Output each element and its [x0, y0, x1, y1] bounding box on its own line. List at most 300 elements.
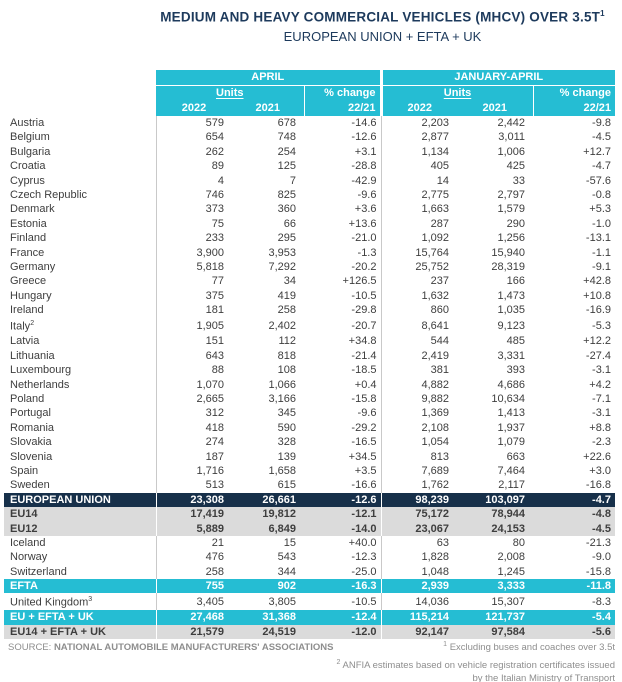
header-group-january-april: JANUARY-APRIL	[381, 70, 615, 86]
value-cell: 513	[156, 478, 232, 492]
value-cell: -4.7	[592, 493, 611, 506]
value-cell: 15,764	[381, 246, 457, 260]
row-label: Romania	[10, 421, 55, 434]
value-cell: 344	[277, 565, 296, 578]
value-cell: 75	[156, 217, 232, 231]
value-cell: -12.4	[351, 611, 377, 624]
value-cell: 485	[506, 335, 525, 348]
table-row	[4, 363, 615, 377]
value-cell: 1,905	[156, 317, 232, 334]
value-cell: 295	[277, 232, 296, 245]
value-cell: +4.2	[589, 378, 611, 391]
value-cell: -5.6	[592, 625, 611, 638]
value-cell: -20.2	[351, 260, 377, 273]
header-group-row	[4, 70, 615, 86]
value-cell: 121,737	[485, 611, 525, 624]
value-cell: 755	[156, 579, 232, 593]
value-cell: 14	[381, 174, 457, 188]
value-cell: 1,070	[156, 378, 232, 392]
row-label: Iceland	[10, 536, 46, 549]
title-footnote-marker: 1	[600, 9, 605, 18]
value-cell: 1,035	[497, 304, 525, 317]
value-cell: 254	[277, 145, 296, 158]
value-cell: 543	[277, 551, 296, 564]
value-cell: -15.8	[585, 565, 611, 578]
value-cell: -5.4	[592, 611, 611, 624]
header-empty-cell	[4, 101, 156, 116]
value-cell: 1,473	[497, 289, 525, 302]
value-cell: 3,166	[268, 393, 296, 406]
value-cell: 2,108	[381, 421, 457, 435]
value-cell: 4,686	[497, 378, 525, 391]
value-cell: -12.1	[351, 508, 377, 521]
value-cell: 24,519	[262, 625, 296, 638]
table-row	[4, 188, 615, 202]
table-row	[4, 625, 615, 639]
page-title	[150, 9, 615, 26]
value-cell: -2.3	[592, 436, 611, 449]
value-cell: 2,775	[381, 188, 457, 202]
value-cell: -21.4	[351, 349, 377, 362]
value-cell: 2,419	[381, 349, 457, 363]
value-cell: 418	[156, 421, 232, 435]
row-label: Portugal	[10, 407, 51, 420]
table-row	[4, 464, 615, 478]
row-label: Italy$^2$	[10, 320, 35, 334]
table-row	[4, 116, 615, 130]
row-label: Germany	[10, 260, 56, 273]
value-cell: 7	[289, 174, 296, 187]
value-cell: -9.1	[592, 260, 611, 273]
row-label: Ireland	[10, 304, 44, 317]
value-cell: -14.0	[351, 522, 377, 535]
value-cell: -21.0	[351, 232, 377, 245]
value-cell: -12.3	[351, 551, 377, 564]
table-row	[4, 145, 615, 159]
value-cell: 328	[277, 436, 296, 449]
value-cell: 139	[277, 450, 296, 463]
value-cell: 2,203	[381, 116, 457, 130]
value-cell: 15,940	[491, 246, 525, 259]
table-row	[4, 478, 615, 492]
value-cell: -12.6	[351, 493, 377, 506]
table-row	[4, 231, 615, 245]
table-row	[4, 378, 615, 392]
value-cell: 2,402	[268, 319, 296, 332]
table-row	[4, 349, 615, 363]
value-cell: -16.5	[351, 436, 377, 449]
table-row	[4, 450, 615, 464]
value-cell: +34.8	[348, 335, 377, 348]
value-cell: 678	[277, 117, 296, 130]
value-cell: 75,172	[381, 507, 457, 521]
value-cell: -9.6	[357, 189, 377, 201]
value-cell: 748	[277, 131, 296, 144]
value-cell: -4.5	[592, 522, 611, 535]
value-cell: 375	[156, 289, 232, 303]
table-row	[4, 303, 615, 317]
row-label: Slovenia	[10, 450, 53, 463]
table-row	[4, 435, 615, 449]
value-cell: -5.3	[592, 319, 611, 332]
value-cell: -4.7	[592, 160, 611, 173]
value-cell: -42.9	[351, 174, 377, 187]
value-cell: 187	[156, 450, 232, 464]
table-row	[4, 493, 615, 507]
header-sub-row	[4, 86, 615, 102]
value-cell: +12.2	[583, 335, 611, 348]
value-cell: 476	[156, 550, 232, 564]
value-cell: 405	[381, 159, 457, 173]
value-cell: -18.5	[351, 364, 377, 377]
table-body	[4, 116, 615, 639]
header-year-row	[4, 101, 615, 116]
header-group-april: APRIL	[156, 70, 381, 86]
value-cell: 97,584	[491, 625, 525, 638]
row-label: Spain	[10, 464, 39, 477]
header-pct-change-april: % change	[304, 86, 381, 102]
source-prefix: SOURCE:	[8, 642, 54, 653]
footnote-2-text: ANFIA estimates based on vehicle registration certificates issued by the Italian Ministry of Transport	[342, 660, 615, 682]
header-units-jan-april: Units	[381, 86, 533, 102]
value-cell: +12.7	[583, 145, 611, 158]
value-cell: -7.1	[592, 393, 611, 406]
row-label: United Kingdom$^3$	[10, 596, 93, 610]
row-label: Switzerland	[10, 565, 67, 578]
value-cell: +13.6	[348, 217, 377, 230]
row-label: Netherlands	[10, 378, 70, 391]
table-row	[4, 421, 615, 435]
value-cell: +5.3	[589, 203, 611, 216]
table-header	[4, 70, 615, 116]
table-row	[4, 579, 615, 593]
row-label: EU14	[10, 508, 38, 521]
value-cell: 31,368	[262, 611, 296, 624]
row-label: Cyprus	[10, 174, 45, 187]
value-cell: 813	[381, 450, 457, 464]
row-label: Latvia	[10, 335, 40, 348]
value-cell: 1,006	[497, 145, 525, 158]
value-cell: 3,805	[268, 595, 296, 608]
value-cell: 393	[506, 364, 525, 377]
footnote-1	[333, 640, 615, 655]
value-cell: +0.4	[354, 378, 377, 391]
value-cell: 7,464	[497, 464, 525, 477]
table-row	[4, 317, 615, 334]
value-cell: 23,067	[381, 522, 457, 536]
value-cell: 1,054	[381, 435, 457, 449]
value-cell: 1,579	[497, 203, 525, 216]
value-cell: 1,937	[497, 421, 525, 434]
value-cell: 579	[156, 116, 232, 130]
value-cell: 825	[277, 189, 296, 201]
table-row	[4, 130, 615, 144]
value-cell: -12.0	[351, 625, 377, 638]
row-label: Lithuania	[10, 349, 55, 362]
value-cell: 23,308	[156, 493, 232, 507]
value-cell: -15.8	[351, 393, 377, 406]
value-cell: 115,214	[381, 610, 457, 624]
table-row	[4, 202, 615, 216]
value-cell: 14,036	[381, 593, 457, 610]
value-cell: 92,147	[381, 625, 457, 639]
value-cell: 360	[277, 203, 296, 216]
value-cell: 112	[278, 335, 296, 348]
table-row	[4, 565, 615, 579]
value-cell: +3.1	[354, 145, 377, 158]
table-row	[4, 507, 615, 521]
value-cell: 8,641	[381, 317, 457, 334]
table-row	[4, 217, 615, 231]
value-cell: -1.1	[592, 246, 611, 259]
row-label: Finland	[10, 232, 47, 245]
row-label: EUROPEAN UNION	[10, 493, 111, 506]
value-cell: -10.5	[351, 595, 377, 608]
value-cell: -4.5	[592, 131, 611, 144]
header-empty-cell	[4, 86, 156, 102]
header-empty-cell	[4, 70, 156, 86]
mhcv-data-table	[4, 70, 615, 639]
value-cell: 2,442	[497, 117, 525, 130]
value-cell: 274	[156, 435, 232, 449]
table-row	[4, 522, 615, 536]
value-cell: 615	[277, 479, 296, 492]
value-cell: +42.8	[583, 275, 611, 288]
value-cell: +34.5	[348, 450, 377, 463]
value-cell: 27,468	[156, 610, 232, 624]
value-cell: -3.1	[592, 407, 611, 420]
header-period-jan-april: 22/21	[533, 101, 615, 116]
value-cell: 1,632	[381, 289, 457, 303]
value-cell: 63	[381, 536, 457, 550]
value-cell: 108	[277, 364, 296, 377]
source-line	[8, 640, 333, 682]
table-row	[4, 260, 615, 274]
row-label: EU14 + EFTA + UK	[10, 625, 106, 638]
value-cell: -9.6	[357, 407, 377, 420]
value-cell: 151	[156, 334, 232, 348]
value-cell: -8.3	[592, 595, 611, 608]
value-cell: 746	[156, 188, 232, 202]
value-cell: 7,689	[381, 464, 457, 478]
page-subtitle: EUROPEAN UNION + EFTA + UK	[283, 28, 482, 44]
value-cell: -20.7	[351, 319, 377, 332]
table-row	[4, 334, 615, 348]
footnote-1-text: Excluding buses and coaches over 3.5t	[449, 642, 615, 654]
table-row	[4, 274, 615, 288]
row-label: Poland	[10, 393, 45, 406]
row-label: Hungary	[10, 289, 52, 302]
value-cell: 5,889	[156, 522, 232, 536]
row-label: Bulgaria	[10, 145, 51, 158]
header-year-2022-jan-april: 2022	[381, 101, 457, 116]
value-cell: 663	[506, 450, 525, 463]
value-cell: -1.0	[592, 217, 611, 230]
row-label: EFTA	[10, 580, 38, 593]
value-cell: 89	[156, 159, 232, 173]
value-cell: -9.8	[592, 117, 611, 130]
value-cell: 590	[277, 421, 296, 434]
value-cell: 9,882	[381, 392, 457, 406]
page-title-text: MEDIUM AND HEAVY COMMERCIAL VEHICLES (MHCV) OVER 3.5T	[160, 9, 601, 25]
value-cell: 237	[381, 274, 457, 288]
value-cell: 2,665	[156, 392, 232, 406]
value-cell: 88	[156, 363, 232, 377]
table-row	[4, 174, 615, 188]
header-period-april: 22/21	[304, 101, 381, 116]
value-cell: 2,939	[381, 579, 457, 593]
value-cell: -21.3	[585, 536, 611, 549]
row-label: France	[10, 246, 45, 259]
value-cell: 1,066	[268, 378, 296, 391]
value-cell: 26,661	[262, 493, 296, 506]
value-cell: +22.6	[583, 450, 611, 463]
row-label: EU12	[10, 522, 38, 535]
value-cell: 3,333	[497, 580, 525, 593]
header-year-2021-jan-april: 2021	[457, 101, 533, 116]
row-label: Czech Republic	[10, 189, 88, 201]
page-footer	[8, 640, 615, 682]
value-cell: -57.6	[585, 174, 611, 187]
value-cell: -3.1	[592, 364, 611, 377]
table-row	[4, 406, 615, 420]
header-pct-change-jan-april: % change	[533, 86, 615, 102]
value-cell: 419	[277, 289, 296, 302]
value-cell: 373	[156, 202, 232, 216]
table-row	[4, 289, 615, 303]
value-cell: 3,900	[156, 246, 232, 260]
value-cell: 66	[283, 217, 296, 230]
row-label: Croatia	[10, 160, 46, 173]
row-footnote-marker: 2	[30, 320, 35, 328]
value-cell: +8.8	[589, 421, 611, 434]
value-cell: 1,663	[381, 202, 457, 216]
value-cell: 15	[283, 536, 296, 549]
value-cell: 425	[506, 160, 525, 173]
value-cell: +126.5	[342, 275, 377, 288]
value-cell: -16.9	[585, 304, 611, 317]
value-cell: 4	[156, 174, 232, 188]
table-row	[4, 610, 615, 624]
value-cell: 287	[381, 217, 457, 231]
header-units-april: Units	[156, 86, 304, 102]
value-cell: -12.6	[351, 131, 377, 144]
value-cell: 1,369	[381, 406, 457, 420]
row-label: Estonia	[10, 217, 47, 230]
value-cell: +3.6	[354, 203, 377, 216]
value-cell: -25.0	[351, 565, 377, 578]
value-cell: +3.0	[589, 464, 611, 477]
value-cell: +3.5	[354, 464, 377, 477]
value-cell: 902	[277, 580, 296, 593]
footnotes	[333, 640, 615, 682]
value-cell: -16.8	[585, 479, 611, 492]
value-cell: 258	[156, 565, 232, 579]
row-label: Slovakia	[10, 436, 52, 449]
value-cell: -11.8	[586, 580, 611, 593]
value-cell: 381	[381, 363, 457, 377]
value-cell: 818	[277, 349, 296, 362]
table-row	[4, 246, 615, 260]
footnote-1-marker: 1	[443, 641, 448, 648]
value-cell: 2,008	[497, 551, 525, 564]
value-cell: -13.1	[585, 232, 611, 245]
header-year-2021-april: 2021	[232, 101, 304, 116]
value-cell: -27.4	[585, 349, 611, 362]
value-cell: 5,818	[156, 260, 232, 274]
value-cell: +40.0	[348, 536, 377, 549]
value-cell: -14.6	[351, 117, 377, 130]
value-cell: -29.8	[351, 304, 377, 317]
value-cell: 15,307	[491, 595, 525, 608]
value-cell: 1,762	[381, 478, 457, 492]
value-cell: 1,092	[381, 231, 457, 245]
value-cell: 544	[381, 334, 457, 348]
value-cell: 33	[512, 174, 525, 187]
value-cell: 654	[156, 130, 232, 144]
value-cell: 80	[512, 536, 525, 549]
value-cell: 3,331	[497, 349, 525, 362]
value-cell: 34	[283, 275, 296, 288]
value-cell: 312	[156, 406, 232, 420]
table-row	[4, 550, 615, 564]
value-cell: -1.3	[357, 246, 377, 259]
value-cell: 262	[156, 145, 232, 159]
value-cell: 21,579	[156, 625, 232, 639]
value-cell: 1,413	[497, 407, 525, 420]
row-footnote-marker: 3	[88, 596, 93, 604]
value-cell: 258	[277, 304, 296, 317]
value-cell: 2,797	[497, 189, 525, 201]
row-label: Denmark	[10, 203, 55, 216]
table-row	[4, 536, 615, 550]
value-cell: +10.8	[583, 289, 611, 302]
value-cell: -29.2	[351, 421, 377, 434]
value-cell: 1,716	[156, 464, 232, 478]
value-cell: 78,944	[491, 508, 525, 521]
footnote-2-marker: 2	[336, 658, 341, 666]
header-year-2022-april: 2022	[156, 101, 232, 116]
row-label: Belgium	[10, 131, 50, 144]
value-cell: 25,752	[381, 260, 457, 274]
value-cell: 181	[156, 303, 232, 317]
value-cell: 166	[506, 275, 525, 288]
value-cell: 3,405	[156, 593, 232, 610]
value-cell: 345	[277, 407, 296, 420]
value-cell: 1,079	[497, 436, 525, 449]
title-block	[150, 9, 615, 44]
value-cell: 125	[277, 160, 296, 173]
value-cell: -16.6	[351, 479, 377, 492]
value-cell: 3,011	[498, 131, 525, 144]
row-label: Greece	[10, 275, 47, 288]
row-label: Norway	[10, 551, 48, 564]
value-cell: 290	[506, 217, 525, 230]
value-cell: 10,634	[491, 393, 525, 406]
row-label: Sweden	[10, 479, 50, 492]
value-cell: 9,123	[497, 319, 525, 332]
value-cell: 1,048	[381, 565, 457, 579]
value-cell: 860	[381, 303, 457, 317]
value-cell: 1,256	[497, 232, 525, 245]
row-label: Luxembourg	[10, 364, 72, 377]
value-cell: 98,239	[381, 493, 457, 507]
value-cell: 4,882	[381, 378, 457, 392]
value-cell: 3,953	[268, 246, 296, 259]
value-cell: 19,812	[262, 508, 296, 521]
value-cell: 21	[156, 536, 232, 550]
value-cell: -10.5	[351, 289, 377, 302]
